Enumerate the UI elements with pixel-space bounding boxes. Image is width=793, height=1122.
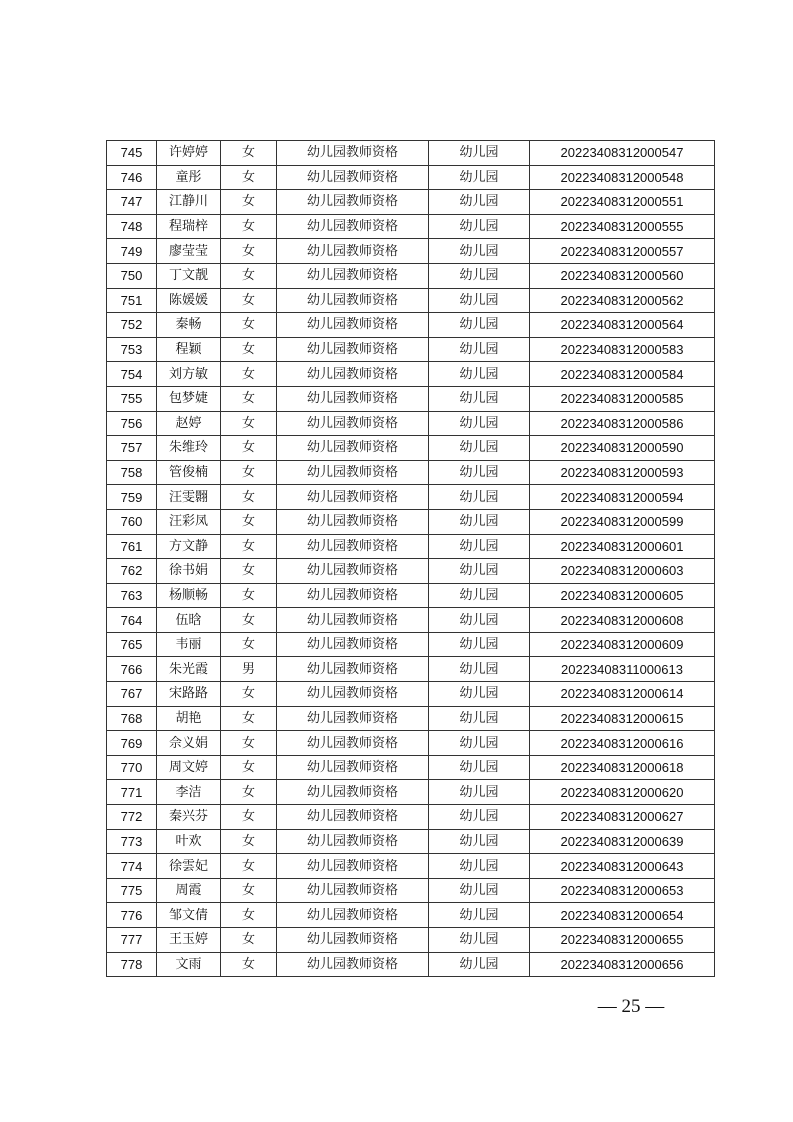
gender-cell: 女 xyxy=(221,706,277,731)
name-cell: 秦兴芬 xyxy=(157,805,221,830)
name-cell: 文雨 xyxy=(157,952,221,977)
table-row xyxy=(107,509,715,534)
certificate-number-cell: 20223408312000609 xyxy=(530,632,715,657)
row-number-cell: 753 xyxy=(107,337,157,362)
gender-cell: 女 xyxy=(221,214,277,239)
table-row xyxy=(107,682,715,707)
gender-cell: 女 xyxy=(221,263,277,288)
gender-cell: 女 xyxy=(221,165,277,190)
row-number-cell: 775 xyxy=(107,878,157,903)
row-number-cell: 774 xyxy=(107,854,157,879)
qualification-cell: 幼儿园教师资格 xyxy=(277,485,429,510)
name-cell: 李洁 xyxy=(157,780,221,805)
name-cell: 汪雯翾 xyxy=(157,485,221,510)
name-cell: 王玉婷 xyxy=(157,928,221,953)
name-cell: 周文婷 xyxy=(157,755,221,780)
row-number-cell: 778 xyxy=(107,952,157,977)
qualification-cell: 幼儿园教师资格 xyxy=(277,682,429,707)
row-number-cell: 756 xyxy=(107,411,157,436)
gender-cell: 女 xyxy=(221,805,277,830)
row-number-cell: 766 xyxy=(107,657,157,682)
level-cell: 幼儿园 xyxy=(429,608,530,633)
gender-cell: 女 xyxy=(221,288,277,313)
level-cell: 幼儿园 xyxy=(429,214,530,239)
row-number-cell: 749 xyxy=(107,239,157,264)
certificate-number-cell: 20223408312000656 xyxy=(530,952,715,977)
gender-cell: 女 xyxy=(221,239,277,264)
level-cell: 幼儿园 xyxy=(429,509,530,534)
qualification-cell: 幼儿园教师资格 xyxy=(277,337,429,362)
qualification-cell: 幼儿园教师资格 xyxy=(277,190,429,215)
level-cell: 幼儿园 xyxy=(429,436,530,461)
certificate-number-cell: 20223408311000613 xyxy=(530,657,715,682)
row-number-cell: 746 xyxy=(107,165,157,190)
qualification-cell: 幼儿园教师资格 xyxy=(277,288,429,313)
table-row xyxy=(107,214,715,239)
certificate-number-cell: 20223408312000655 xyxy=(530,928,715,953)
level-cell: 幼儿园 xyxy=(429,805,530,830)
row-number-cell: 769 xyxy=(107,731,157,756)
level-cell: 幼儿园 xyxy=(429,411,530,436)
table-row xyxy=(107,878,715,903)
table-row xyxy=(107,239,715,264)
gender-cell: 女 xyxy=(221,485,277,510)
level-cell: 幼儿园 xyxy=(429,632,530,657)
row-number-cell: 755 xyxy=(107,386,157,411)
level-cell: 幼儿园 xyxy=(429,755,530,780)
row-number-cell: 764 xyxy=(107,608,157,633)
gender-cell: 女 xyxy=(221,337,277,362)
table-row xyxy=(107,706,715,731)
level-cell: 幼儿园 xyxy=(429,337,530,362)
gender-cell: 女 xyxy=(221,780,277,805)
name-cell: 伍晗 xyxy=(157,608,221,633)
certificate-number-cell: 20223408312000560 xyxy=(530,263,715,288)
row-number-cell: 751 xyxy=(107,288,157,313)
name-cell: 江静川 xyxy=(157,190,221,215)
level-cell: 幼儿园 xyxy=(429,362,530,387)
qualification-cell: 幼儿园教师资格 xyxy=(277,731,429,756)
name-cell: 佘义娟 xyxy=(157,731,221,756)
qualification-cell: 幼儿园教师资格 xyxy=(277,460,429,485)
qualification-cell: 幼儿园教师资格 xyxy=(277,386,429,411)
table-row xyxy=(107,755,715,780)
name-cell: 赵婷 xyxy=(157,411,221,436)
table-row xyxy=(107,386,715,411)
name-cell: 丁文靓 xyxy=(157,263,221,288)
level-cell: 幼儿园 xyxy=(429,829,530,854)
level-cell: 幼儿园 xyxy=(429,952,530,977)
gender-cell: 女 xyxy=(221,952,277,977)
certificate-number-cell: 20223408312000643 xyxy=(530,854,715,879)
row-number-cell: 761 xyxy=(107,534,157,559)
qualification-cell: 幼儿园教师资格 xyxy=(277,854,429,879)
gender-cell: 女 xyxy=(221,559,277,584)
name-cell: 廖莹莹 xyxy=(157,239,221,264)
certificate-number-cell: 20223408312000551 xyxy=(530,190,715,215)
level-cell: 幼儿园 xyxy=(429,263,530,288)
certificate-number-cell: 20223408312000564 xyxy=(530,313,715,338)
level-cell: 幼儿园 xyxy=(429,706,530,731)
table-row xyxy=(107,657,715,682)
qualification-cell: 幼儿园教师资格 xyxy=(277,755,429,780)
table-row xyxy=(107,436,715,461)
level-cell: 幼儿园 xyxy=(429,485,530,510)
row-number-cell: 759 xyxy=(107,485,157,510)
qualification-cell: 幼儿园教师资格 xyxy=(277,608,429,633)
gender-cell: 女 xyxy=(221,731,277,756)
gender-cell: 男 xyxy=(221,657,277,682)
name-cell: 管俊楠 xyxy=(157,460,221,485)
qualification-cell: 幼儿园教师资格 xyxy=(277,878,429,903)
table-row xyxy=(107,362,715,387)
gender-cell: 女 xyxy=(221,362,277,387)
certificate-number-cell: 20223408312000639 xyxy=(530,829,715,854)
gender-cell: 女 xyxy=(221,509,277,534)
row-number-cell: 777 xyxy=(107,928,157,953)
certificate-number-cell: 20223408312000618 xyxy=(530,755,715,780)
level-cell: 幼儿园 xyxy=(429,313,530,338)
table-row xyxy=(107,485,715,510)
level-cell: 幼儿园 xyxy=(429,682,530,707)
gender-cell: 女 xyxy=(221,608,277,633)
level-cell: 幼儿园 xyxy=(429,239,530,264)
records-table-body xyxy=(107,141,715,977)
table-row xyxy=(107,952,715,977)
gender-cell: 女 xyxy=(221,534,277,559)
certificate-number-cell: 20223408312000599 xyxy=(530,509,715,534)
records-table xyxy=(106,140,715,977)
gender-cell: 女 xyxy=(221,878,277,903)
gender-cell: 女 xyxy=(221,141,277,166)
level-cell: 幼儿园 xyxy=(429,141,530,166)
name-cell: 童彤 xyxy=(157,165,221,190)
certificate-number-cell: 20223408312000653 xyxy=(530,878,715,903)
name-cell: 徐雲妃 xyxy=(157,854,221,879)
name-cell: 程颖 xyxy=(157,337,221,362)
qualification-cell: 幼儿园教师资格 xyxy=(277,952,429,977)
table-row xyxy=(107,337,715,362)
gender-cell: 女 xyxy=(221,854,277,879)
certificate-number-cell: 20223408312000584 xyxy=(530,362,715,387)
qualification-cell: 幼儿园教师资格 xyxy=(277,411,429,436)
qualification-cell: 幼儿园教师资格 xyxy=(277,362,429,387)
name-cell: 朱维玲 xyxy=(157,436,221,461)
row-number-cell: 763 xyxy=(107,583,157,608)
level-cell: 幼儿园 xyxy=(429,903,530,928)
level-cell: 幼儿园 xyxy=(429,386,530,411)
qualification-cell: 幼儿园教师资格 xyxy=(277,780,429,805)
gender-cell: 女 xyxy=(221,755,277,780)
certificate-number-cell: 20223408312000557 xyxy=(530,239,715,264)
table-row xyxy=(107,928,715,953)
name-cell: 朱光霞 xyxy=(157,657,221,682)
row-number-cell: 771 xyxy=(107,780,157,805)
qualification-cell: 幼儿园教师资格 xyxy=(277,632,429,657)
level-cell: 幼儿园 xyxy=(429,878,530,903)
row-number-cell: 773 xyxy=(107,829,157,854)
table-row xyxy=(107,559,715,584)
table-row xyxy=(107,263,715,288)
table-row xyxy=(107,141,715,166)
row-number-cell: 757 xyxy=(107,436,157,461)
level-cell: 幼儿园 xyxy=(429,731,530,756)
gender-cell: 女 xyxy=(221,903,277,928)
table-row xyxy=(107,534,715,559)
certificate-number-cell: 20223408312000627 xyxy=(530,805,715,830)
table-row xyxy=(107,903,715,928)
certificate-number-cell: 20223408312000601 xyxy=(530,534,715,559)
level-cell: 幼儿园 xyxy=(429,583,530,608)
qualification-cell: 幼儿园教师资格 xyxy=(277,165,429,190)
level-cell: 幼儿园 xyxy=(429,559,530,584)
certificate-number-cell: 20223408312000620 xyxy=(530,780,715,805)
row-number-cell: 767 xyxy=(107,682,157,707)
table-row xyxy=(107,731,715,756)
certificate-number-cell: 20223408312000583 xyxy=(530,337,715,362)
gender-cell: 女 xyxy=(221,829,277,854)
qualification-cell: 幼儿园教师资格 xyxy=(277,239,429,264)
gender-cell: 女 xyxy=(221,313,277,338)
name-cell: 秦畅 xyxy=(157,313,221,338)
level-cell: 幼儿园 xyxy=(429,657,530,682)
name-cell: 徐书娟 xyxy=(157,559,221,584)
level-cell: 幼儿园 xyxy=(429,780,530,805)
level-cell: 幼儿园 xyxy=(429,460,530,485)
row-number-cell: 754 xyxy=(107,362,157,387)
qualification-cell: 幼儿园教师资格 xyxy=(277,657,429,682)
table-row xyxy=(107,165,715,190)
gender-cell: 女 xyxy=(221,583,277,608)
qualification-cell: 幼儿园教师资格 xyxy=(277,534,429,559)
certificate-number-cell: 20223408312000594 xyxy=(530,485,715,510)
table-row xyxy=(107,190,715,215)
certificate-number-cell: 20223408312000603 xyxy=(530,559,715,584)
row-number-cell: 772 xyxy=(107,805,157,830)
qualification-cell: 幼儿园教师资格 xyxy=(277,583,429,608)
name-cell: 宋路路 xyxy=(157,682,221,707)
certificate-number-cell: 20223408312000615 xyxy=(530,706,715,731)
row-number-cell: 768 xyxy=(107,706,157,731)
table-row xyxy=(107,583,715,608)
row-number-cell: 762 xyxy=(107,559,157,584)
row-number-cell: 745 xyxy=(107,141,157,166)
qualification-cell: 幼儿园教师资格 xyxy=(277,263,429,288)
gender-cell: 女 xyxy=(221,190,277,215)
qualification-cell: 幼儿园教师资格 xyxy=(277,313,429,338)
qualification-cell: 幼儿园教师资格 xyxy=(277,805,429,830)
level-cell: 幼儿园 xyxy=(429,928,530,953)
name-cell: 许婷婷 xyxy=(157,141,221,166)
qualification-cell: 幼儿园教师资格 xyxy=(277,509,429,534)
certificate-number-cell: 20223408312000586 xyxy=(530,411,715,436)
gender-cell: 女 xyxy=(221,436,277,461)
page-number: — 25 — xyxy=(597,996,665,1017)
certificate-number-cell: 20223408312000608 xyxy=(530,608,715,633)
name-cell: 杨顺畅 xyxy=(157,583,221,608)
name-cell: 胡艳 xyxy=(157,706,221,731)
table-row xyxy=(107,460,715,485)
gender-cell: 女 xyxy=(221,632,277,657)
level-cell: 幼儿园 xyxy=(429,288,530,313)
row-number-cell: 752 xyxy=(107,313,157,338)
row-number-cell: 776 xyxy=(107,903,157,928)
certificate-number-cell: 20223408312000614 xyxy=(530,682,715,707)
name-cell: 包梦婕 xyxy=(157,386,221,411)
certificate-number-cell: 20223408312000562 xyxy=(530,288,715,313)
gender-cell: 女 xyxy=(221,460,277,485)
level-cell: 幼儿园 xyxy=(429,854,530,879)
qualification-cell: 幼儿园教师资格 xyxy=(277,706,429,731)
name-cell: 陈媛媛 xyxy=(157,288,221,313)
qualification-cell: 幼儿园教师资格 xyxy=(277,141,429,166)
name-cell: 邹文倩 xyxy=(157,903,221,928)
certificate-number-cell: 20223408312000605 xyxy=(530,583,715,608)
name-cell: 程瑞梓 xyxy=(157,214,221,239)
certificate-number-cell: 20223408312000616 xyxy=(530,731,715,756)
row-number-cell: 750 xyxy=(107,263,157,288)
level-cell: 幼儿园 xyxy=(429,165,530,190)
row-number-cell: 748 xyxy=(107,214,157,239)
row-number-cell: 770 xyxy=(107,755,157,780)
table-row xyxy=(107,854,715,879)
name-cell: 汪彩凤 xyxy=(157,509,221,534)
level-cell: 幼儿园 xyxy=(429,534,530,559)
table-row xyxy=(107,313,715,338)
table-row xyxy=(107,829,715,854)
table-row xyxy=(107,780,715,805)
qualification-cell: 幼儿园教师资格 xyxy=(277,928,429,953)
certificate-number-cell: 20223408312000585 xyxy=(530,386,715,411)
table-row xyxy=(107,632,715,657)
gender-cell: 女 xyxy=(221,928,277,953)
table-row xyxy=(107,288,715,313)
certificate-number-cell: 20223408312000590 xyxy=(530,436,715,461)
qualification-cell: 幼儿园教师资格 xyxy=(277,903,429,928)
gender-cell: 女 xyxy=(221,386,277,411)
gender-cell: 女 xyxy=(221,682,277,707)
certificate-number-cell: 20223408312000547 xyxy=(530,141,715,166)
row-number-cell: 760 xyxy=(107,509,157,534)
certificate-number-cell: 20223408312000654 xyxy=(530,903,715,928)
level-cell: 幼儿园 xyxy=(429,190,530,215)
certificate-number-cell: 20223408312000593 xyxy=(530,460,715,485)
qualification-cell: 幼儿园教师资格 xyxy=(277,214,429,239)
certificate-number-cell: 20223408312000555 xyxy=(530,214,715,239)
table-row xyxy=(107,608,715,633)
qualification-cell: 幼儿园教师资格 xyxy=(277,829,429,854)
name-cell: 周霞 xyxy=(157,878,221,903)
row-number-cell: 758 xyxy=(107,460,157,485)
certificate-number-cell: 20223408312000548 xyxy=(530,165,715,190)
name-cell: 叶欢 xyxy=(157,829,221,854)
table-row xyxy=(107,805,715,830)
name-cell: 刘方敏 xyxy=(157,362,221,387)
name-cell: 方文静 xyxy=(157,534,221,559)
gender-cell: 女 xyxy=(221,411,277,436)
row-number-cell: 765 xyxy=(107,632,157,657)
table-row xyxy=(107,411,715,436)
name-cell: 韦丽 xyxy=(157,632,221,657)
qualification-cell: 幼儿园教师资格 xyxy=(277,436,429,461)
qualification-cell: 幼儿园教师资格 xyxy=(277,559,429,584)
row-number-cell: 747 xyxy=(107,190,157,215)
